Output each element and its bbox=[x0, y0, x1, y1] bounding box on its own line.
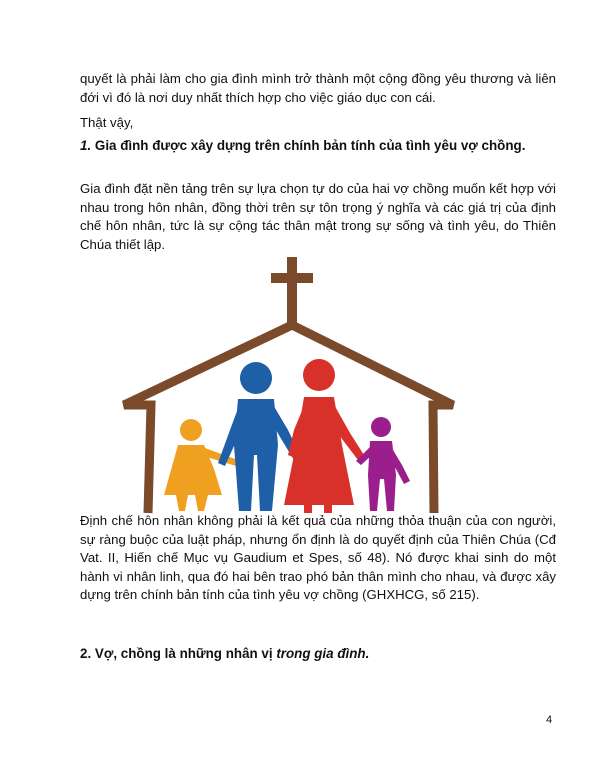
paragraph-1: Gia đình đặt nền tảng trên sự lựa chọn tự do của hai vợ chồng muốn kết hợp với nhau trong hôn nhân, đồng thời trên sự tôn trọng ý nghĩa và các giá trị của định chế hôn nhân, tức là sự cộng tác thân mật trong sự sống và tình yêu, do Thiên Chúa thiết lập. bbox=[80, 181, 556, 252]
child-right-figure bbox=[356, 417, 410, 511]
section-2-title-plain: Vợ, chồng là những nhân vị bbox=[94, 646, 273, 661]
paragraph-2: Định chế hôn nhân không phải là kết quả của những thỏa thuận của con người, sự ràng buộc của luật pháp, nhưng ổn định là do quyết định của Thiên Chúa (Cđ Vat. II, Hiến chế Mục vụ Gaudium et Spes, số 48). Nó được khai sinh do một hành vi nhân linh, qua đó hai bên trao phó bản thân mình cho nhau, và được xây dựng trên chính bản tính của tình yêu vợ chồng (GHXHCG, số 215). bbox=[80, 513, 556, 602]
cross-horizontal bbox=[271, 273, 313, 283]
mother-figure bbox=[284, 359, 364, 513]
child-left-figure bbox=[164, 419, 238, 511]
section-2-number: 2. bbox=[80, 646, 92, 661]
section-1-number: 1. bbox=[80, 138, 92, 153]
page-number: 4 bbox=[546, 714, 553, 726]
section-1-title: Gia đình được xây dựng trên chính bản tính của tình yêu vợ chồng. bbox=[94, 138, 526, 153]
section-1-heading bbox=[80, 137, 556, 155]
section-2-title-italic: trong gia đình. bbox=[276, 646, 370, 661]
cross-vertical bbox=[287, 257, 297, 329]
intro-paragraph: quyết là phải làm cho gia đình mình trở thành một cộng đồng yêu thương và liên đới vì đó là nơi duy nhất thích hợp cho việc giáo dục con cái. bbox=[80, 71, 556, 105]
section-2-heading bbox=[80, 645, 556, 663]
family-house-illustration bbox=[118, 255, 458, 515]
transition-text: Thật vậy, bbox=[80, 115, 134, 130]
